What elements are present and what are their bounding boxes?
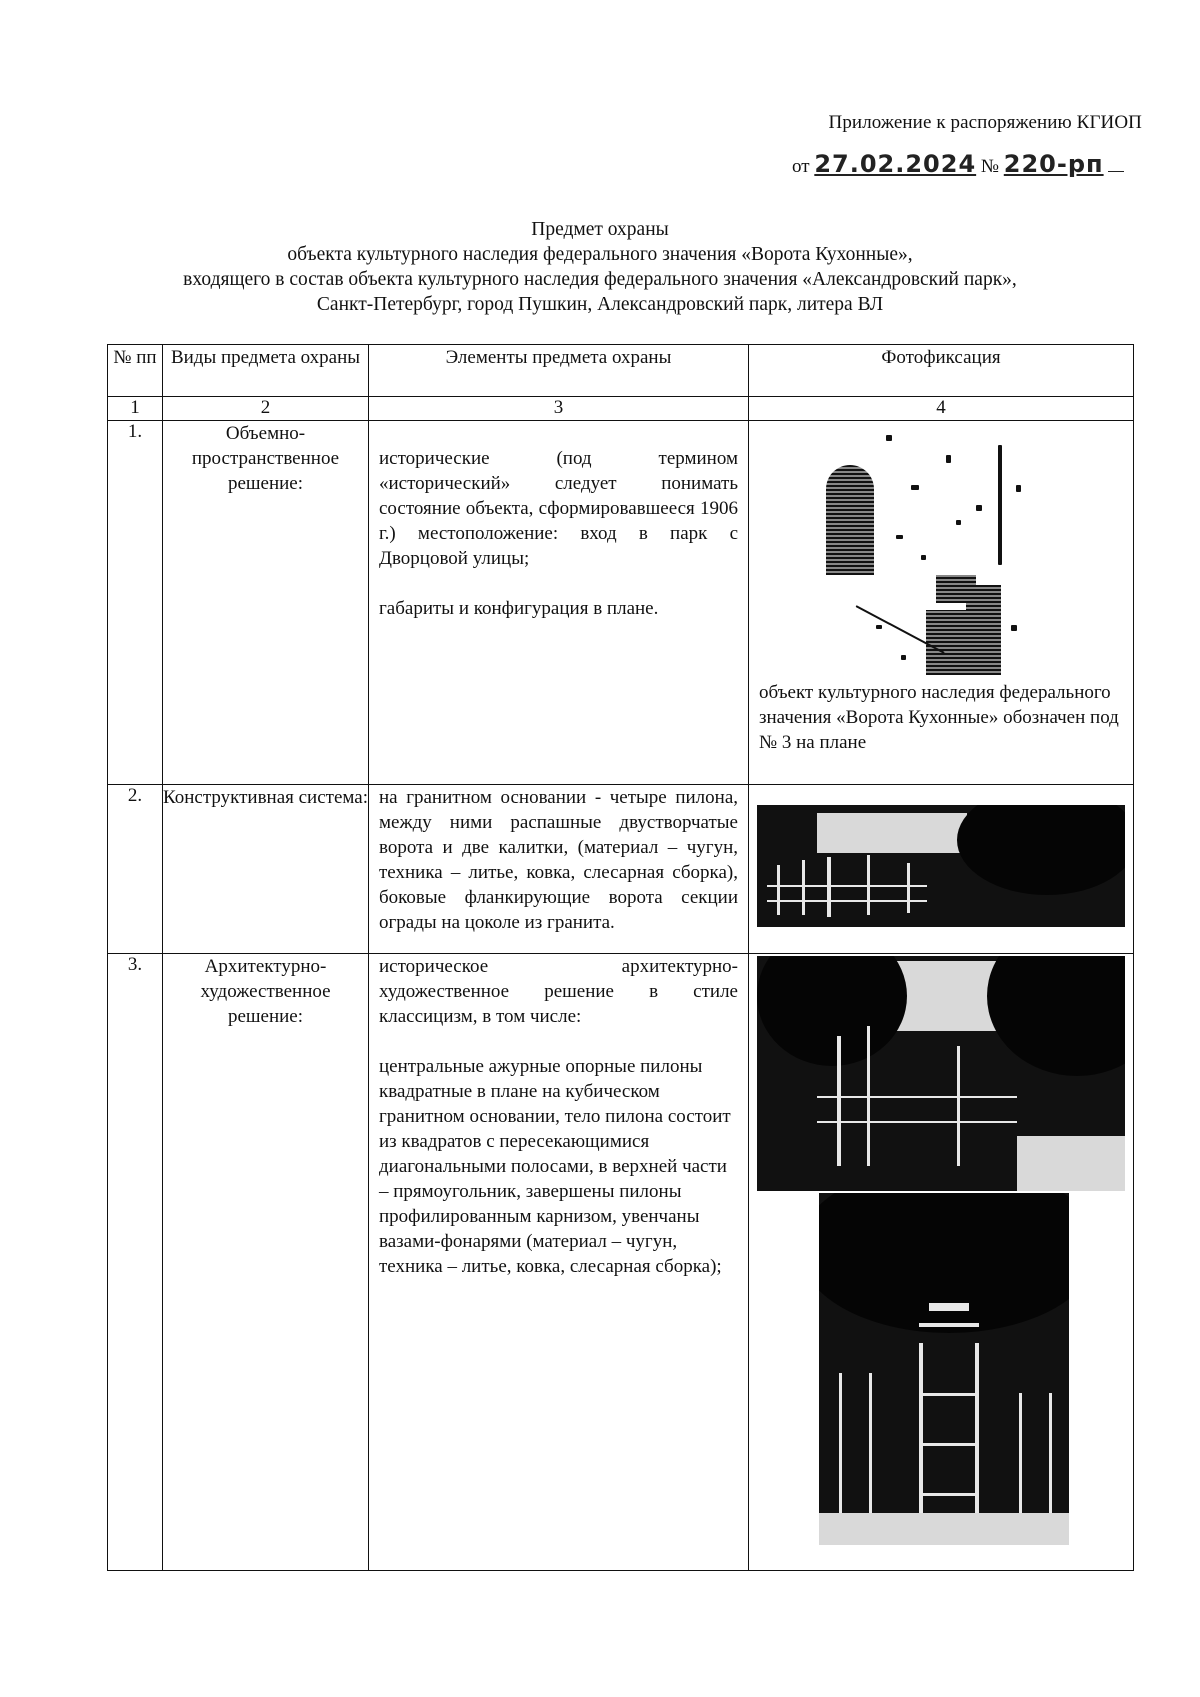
title-line-4: Санкт-Петербург, город Пушкин, Александровский парк, литера ВЛ bbox=[316, 294, 884, 315]
row-kind: Объемно-пространственное решение: bbox=[163, 421, 369, 785]
photo-cell bbox=[749, 954, 1134, 1571]
protection-table bbox=[107, 344, 1134, 1571]
elements-paragraph: габариты и конфигурация в плане. bbox=[379, 598, 659, 619]
order-date: 27.02.2024 bbox=[814, 150, 977, 178]
header-num: № пп bbox=[108, 345, 163, 397]
elements-paragraph: на гранитном основании - четыре пилона, между ними распашные двустворчатые ворота и две калитки, (материал – чугун, техника – литье, ковка, слесарная сборка), боковые фланкирующие ворота секции ограды на цоколе из гранита. bbox=[379, 787, 738, 933]
row-kind: Архитектурно-художественное решение: bbox=[163, 954, 369, 1571]
site-plan-image bbox=[816, 425, 1031, 680]
elements-paragraph: центральные ажурные опорные пилоны квадратные в плане на кубическом гранитном основании, тело пилона состоит из квадратов с пересекающимися диагональными полосами, в верхней части – прямоугольник, завершены пилоны профилированным карнизом, увенчаны вазами-фонарями (материал – чугун, техника – литье, ковка, слесарная сборка); bbox=[379, 1056, 731, 1277]
col-number-1: 1 bbox=[108, 397, 163, 421]
row-elements bbox=[369, 954, 749, 1571]
row-kind: Конструктивная система: bbox=[163, 785, 369, 954]
title-line-3: входящего в состав объекта культурного наследия федерального значения «Александровский парк», bbox=[183, 269, 1017, 290]
title-line-2: объекта культурного наследия федерального значения «Ворота Кухонные», bbox=[287, 244, 913, 265]
table-row bbox=[108, 954, 1134, 1571]
annex-title: Приложение к распоряжению КГИОП bbox=[828, 112, 1142, 133]
gate-photo bbox=[757, 956, 1125, 1191]
order-line bbox=[792, 150, 1124, 178]
header-photo: Фотофиксация bbox=[749, 345, 1134, 397]
table-number-row bbox=[108, 397, 1134, 421]
order-no-label: № bbox=[980, 156, 1000, 177]
gate-photo bbox=[757, 805, 1125, 927]
elements-paragraph: историческое архитектурно-художественное решение в стиле классицизм, в том числе: bbox=[379, 956, 738, 1027]
col-number-3: 3 bbox=[369, 397, 749, 421]
table-header-row bbox=[108, 345, 1134, 397]
underline-rule bbox=[1108, 171, 1124, 172]
table-row bbox=[108, 421, 1134, 785]
order-prefix: от bbox=[792, 156, 810, 177]
header-kind: Виды предмета охраны bbox=[163, 345, 369, 397]
col-number-2: 2 bbox=[163, 397, 369, 421]
row-number: 3. bbox=[108, 954, 163, 1571]
header-elements: Элементы предмета охраны bbox=[369, 345, 749, 397]
row-number: 1. bbox=[108, 421, 163, 785]
table-row bbox=[108, 785, 1134, 954]
photo-cell bbox=[749, 785, 1134, 954]
row-elements bbox=[369, 421, 749, 785]
row-number: 2. bbox=[108, 785, 163, 954]
photo-caption: объект культурного наследия федерального значения «Ворота Кухонные» обозначен под № 3 на плане bbox=[759, 682, 1119, 753]
photo-cell bbox=[749, 421, 1134, 785]
row-elements bbox=[369, 785, 749, 954]
title-line-1: Предмет охраны bbox=[531, 219, 669, 240]
col-number-4: 4 bbox=[749, 397, 1134, 421]
document-title bbox=[0, 217, 1200, 317]
pylon-photo bbox=[819, 1193, 1069, 1545]
order-number: 220-рп bbox=[1003, 150, 1104, 178]
elements-paragraph: исторические (под термином «исторический» следует понимать состояние объекта, сформировавшееся 1906 г.) местоположение: вход в парк с Дворцовой улицы; bbox=[379, 448, 738, 569]
